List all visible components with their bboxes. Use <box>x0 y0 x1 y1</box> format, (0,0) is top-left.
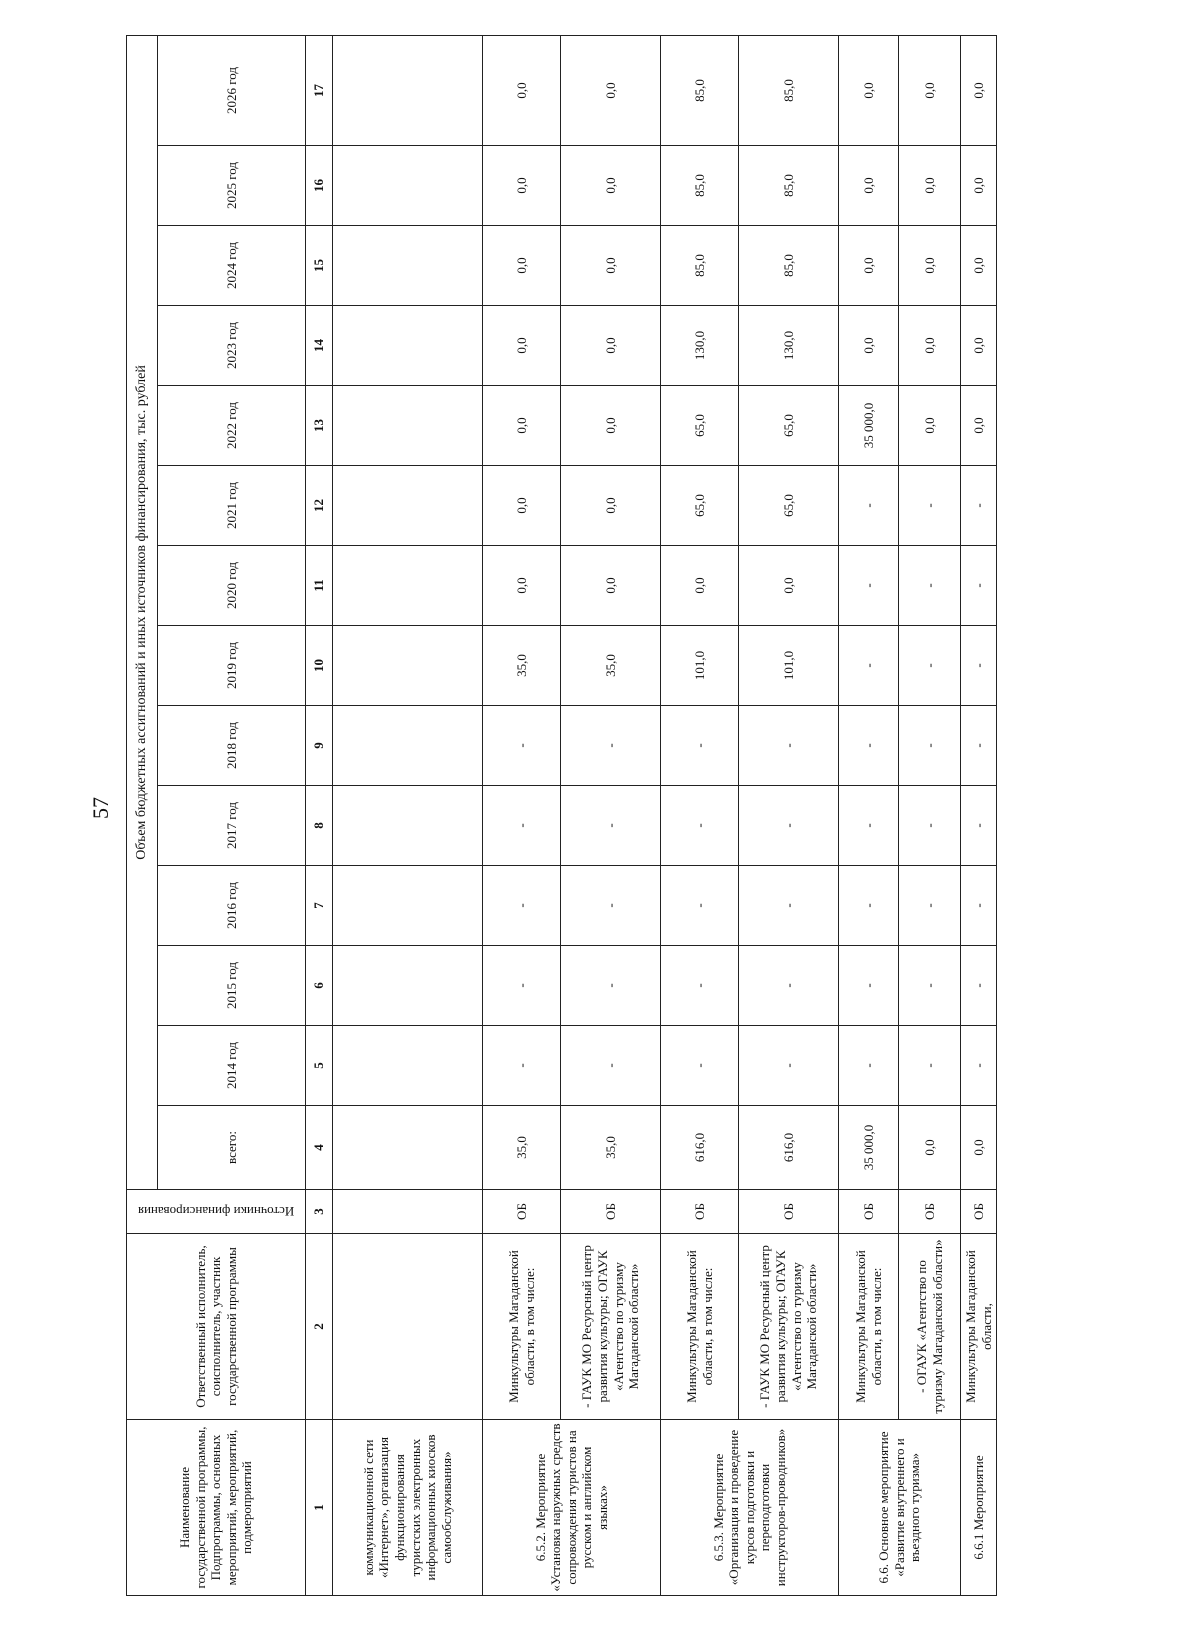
row-year-value: 65,0 <box>661 386 739 466</box>
column-number: 4 <box>306 1106 333 1190</box>
row-year-value <box>333 466 483 546</box>
table-row <box>899 35 961 1595</box>
row-year-value: - <box>561 946 661 1026</box>
row-year-value: 0,0 <box>961 35 997 145</box>
row-year-value: - <box>483 706 561 786</box>
row-year-value: 0,0 <box>561 226 661 306</box>
table-row <box>739 35 839 1595</box>
row-year-value: 0,0 <box>483 226 561 306</box>
row-year-value: 0,0 <box>961 386 997 466</box>
header-year: 2023 год <box>158 306 306 386</box>
header-year: 2026 год <box>158 35 306 145</box>
row-year-value: 130,0 <box>661 306 739 386</box>
row-year-value: 101,0 <box>739 626 839 706</box>
rotated-table-container <box>126 36 1146 1596</box>
row-year-value: - <box>483 1026 561 1106</box>
table-row <box>839 35 899 1595</box>
row-year-value: 0,0 <box>561 35 661 145</box>
header-total: всего: <box>158 1106 306 1190</box>
row-source: ОБ <box>483 1190 561 1234</box>
row-year-value: 85,0 <box>661 226 739 306</box>
row-year-value: - <box>899 546 961 626</box>
row-year-value: 0,0 <box>483 546 561 626</box>
row-year-value: 0,0 <box>899 386 961 466</box>
row-source: ОБ <box>961 1190 997 1234</box>
column-number: 15 <box>306 226 333 306</box>
row-year-value: - <box>561 786 661 866</box>
row-year-value: 0,0 <box>561 306 661 386</box>
row-total: 616,0 <box>739 1106 839 1190</box>
row-year-value <box>333 866 483 946</box>
row-year-value: - <box>483 866 561 946</box>
header-name: Наименование государственной программы, Подпрограммы, основных мероприятий, мероприятий, подмероприятий <box>127 1420 306 1596</box>
row-executor: Минкультуры Магаданской области, в том числе: <box>483 1234 561 1420</box>
row-executor: Минкультуры Магаданской области, в том числе: <box>661 1234 739 1420</box>
row-year-value: 0,0 <box>899 226 961 306</box>
row-year-value: 0,0 <box>839 146 899 226</box>
column-number: 11 <box>306 546 333 626</box>
row-year-value: - <box>899 786 961 866</box>
row-year-value: 0,0 <box>561 546 661 626</box>
row-year-value: 35,0 <box>483 626 561 706</box>
row-total: 616,0 <box>661 1106 739 1190</box>
row-source: ОБ <box>661 1190 739 1234</box>
row-year-value: 65,0 <box>661 466 739 546</box>
row-executor: - ОГАУК «Агентство по туризму Магаданской области» <box>899 1234 961 1420</box>
row-year-value: - <box>739 946 839 1026</box>
header-year: 2018 год <box>158 706 306 786</box>
column-number: 14 <box>306 306 333 386</box>
column-number: 7 <box>306 866 333 946</box>
row-executor: Минкультуры Магаданской области, <box>961 1234 997 1420</box>
row-year-value: - <box>739 786 839 866</box>
row-year-value: - <box>961 706 997 786</box>
row-total <box>333 1106 483 1190</box>
column-number: 8 <box>306 786 333 866</box>
row-year-value <box>333 306 483 386</box>
row-total: 0,0 <box>961 1106 997 1190</box>
row-year-value <box>333 386 483 466</box>
row-year-value: 0,0 <box>961 146 997 226</box>
row-year-value: 0,0 <box>483 35 561 145</box>
row-year-value: - <box>961 466 997 546</box>
row-executor: - ГАУК МО Ресурсный центр развития культуры; ОГАУК «Агентство по туризму Магаданской области» <box>561 1234 661 1420</box>
header-source <box>127 1190 306 1234</box>
row-year-value: - <box>661 786 739 866</box>
row-year-value <box>333 35 483 145</box>
row-year-value: - <box>899 866 961 946</box>
table-row <box>561 35 661 1595</box>
row-year-value <box>333 786 483 866</box>
header-year: 2024 год <box>158 226 306 306</box>
row-year-value: - <box>899 706 961 786</box>
row-year-value <box>333 226 483 306</box>
table-row <box>333 35 483 1595</box>
row-year-value: 35 000,0 <box>839 386 899 466</box>
table-row <box>661 35 739 1595</box>
column-number: 13 <box>306 386 333 466</box>
row-year-value: 0,0 <box>483 386 561 466</box>
row-total: 35,0 <box>561 1106 661 1190</box>
row-name: коммуникационной сети «Интернет», организация функционирования туристских электронных информационных киосков самообслуживания» <box>333 1420 483 1596</box>
row-year-value: 65,0 <box>739 386 839 466</box>
header-year: 2015 год <box>158 946 306 1026</box>
column-number: 3 <box>306 1190 333 1234</box>
row-year-value: - <box>839 866 899 946</box>
row-source <box>333 1190 483 1234</box>
row-year-value: 0,0 <box>483 146 561 226</box>
row-year-value: 0,0 <box>561 386 661 466</box>
column-number: 12 <box>306 466 333 546</box>
header-year: 2025 год <box>158 146 306 226</box>
row-year-value: 0,0 <box>961 226 997 306</box>
row-year-value: - <box>961 546 997 626</box>
row-year-value: 85,0 <box>739 35 839 145</box>
row-year-value: - <box>739 866 839 946</box>
row-year-value: 0,0 <box>839 226 899 306</box>
row-name: 6.6. Основное мероприятие «Развитие внутреннего и въездного туризма» <box>839 1420 961 1596</box>
row-year-value: - <box>561 706 661 786</box>
row-executor: Минкультуры Магаданской области, в том числе: <box>839 1234 899 1420</box>
table-row <box>961 35 997 1595</box>
row-year-value: - <box>839 946 899 1026</box>
row-year-value: 0,0 <box>899 146 961 226</box>
page-number: 57 <box>88 797 113 819</box>
row-year-value <box>333 706 483 786</box>
row-total: 35 000,0 <box>839 1106 899 1190</box>
row-year-value: - <box>561 1026 661 1106</box>
row-year-value <box>333 146 483 226</box>
column-number: 10 <box>306 626 333 706</box>
row-year-value: 65,0 <box>739 466 839 546</box>
row-year-value: - <box>839 786 899 866</box>
row-year-value: - <box>961 946 997 1026</box>
row-total: 35,0 <box>483 1106 561 1190</box>
table-row <box>483 35 561 1595</box>
funding-table <box>126 35 997 1596</box>
header-executor: Ответственный исполнитель, соисполнитель, участник государственной программы <box>127 1234 306 1420</box>
row-name: 6.6.1 Мероприятие <box>961 1420 997 1596</box>
row-year-value: - <box>483 786 561 866</box>
row-year-value: 0,0 <box>483 306 561 386</box>
row-year-value: - <box>483 946 561 1026</box>
header-year: 2016 год <box>158 866 306 946</box>
row-executor <box>333 1234 483 1420</box>
column-number: 6 <box>306 946 333 1026</box>
row-year-value: - <box>899 946 961 1026</box>
row-year-value: 0,0 <box>561 466 661 546</box>
row-year-value <box>333 946 483 1026</box>
row-year-value: - <box>961 786 997 866</box>
header-year: 2022 год <box>158 386 306 466</box>
header-year: 2021 год <box>158 466 306 546</box>
row-year-value: - <box>739 706 839 786</box>
row-year-value: - <box>561 866 661 946</box>
row-source: ОБ <box>561 1190 661 1234</box>
header-source-text: Источники финансирования <box>137 1204 295 1220</box>
column-number: 2 <box>306 1234 333 1420</box>
row-year-value: 0,0 <box>899 35 961 145</box>
row-year-value: 0,0 <box>839 35 899 145</box>
row-year-value: - <box>839 546 899 626</box>
row-year-value: 0,0 <box>839 306 899 386</box>
row-year-value <box>333 626 483 706</box>
row-name: 6.5.2. Мероприятие «Установка наружных средств сопровождения туристов на русском и английском языках» <box>483 1420 661 1596</box>
row-year-value: 0,0 <box>961 306 997 386</box>
row-year-value: - <box>839 626 899 706</box>
row-year-value: - <box>661 1026 739 1106</box>
column-number: 1 <box>306 1420 333 1596</box>
row-year-value: - <box>661 706 739 786</box>
row-year-value: 0,0 <box>739 546 839 626</box>
row-year-value: - <box>899 1026 961 1106</box>
row-year-value: - <box>961 866 997 946</box>
row-year-value: 0,0 <box>483 466 561 546</box>
row-year-value: - <box>899 626 961 706</box>
row-year-value: 85,0 <box>661 35 739 145</box>
row-year-value: 0,0 <box>561 146 661 226</box>
header-funding-title: Объем бюджетных ассигнований и иных источников финансирования, тыс. рублей <box>127 35 158 1189</box>
row-year-value: - <box>839 706 899 786</box>
row-year-value: - <box>899 466 961 546</box>
row-year-value <box>333 546 483 626</box>
row-name: 6.5.3. Мероприятие «Организация и проведение курсов подготовки и переподготовки инструкторов-проводников» <box>661 1420 839 1596</box>
row-year-value: - <box>839 1026 899 1106</box>
header-year: 2020 год <box>158 546 306 626</box>
row-year-value: 0,0 <box>661 546 739 626</box>
header-year: 2014 год <box>158 1026 306 1106</box>
column-number: 5 <box>306 1026 333 1106</box>
row-year-value: 85,0 <box>739 226 839 306</box>
row-year-value: - <box>661 946 739 1026</box>
row-year-value <box>333 1026 483 1106</box>
header-year: 2017 год <box>158 786 306 866</box>
row-year-value: - <box>661 866 739 946</box>
row-year-value: 35,0 <box>561 626 661 706</box>
row-total: 0,0 <box>899 1106 961 1190</box>
row-source: ОБ <box>739 1190 839 1234</box>
row-year-value: 85,0 <box>661 146 739 226</box>
row-year-value: - <box>961 1026 997 1106</box>
row-year-value: 0,0 <box>899 306 961 386</box>
column-number: 17 <box>306 35 333 145</box>
column-number: 16 <box>306 146 333 226</box>
row-year-value: 130,0 <box>739 306 839 386</box>
row-year-value: - <box>961 626 997 706</box>
row-year-value: 101,0 <box>661 626 739 706</box>
row-executor: - ГАУК МО Ресурсный центр развития культуры; ОГАУК «Агентство по туризму Магаданской области» <box>739 1234 839 1420</box>
column-number: 9 <box>306 706 333 786</box>
row-source: ОБ <box>899 1190 961 1234</box>
row-year-value: - <box>739 1026 839 1106</box>
header-year: 2019 год <box>158 626 306 706</box>
row-year-value: - <box>839 466 899 546</box>
row-source: ОБ <box>839 1190 899 1234</box>
row-year-value: 85,0 <box>739 146 839 226</box>
